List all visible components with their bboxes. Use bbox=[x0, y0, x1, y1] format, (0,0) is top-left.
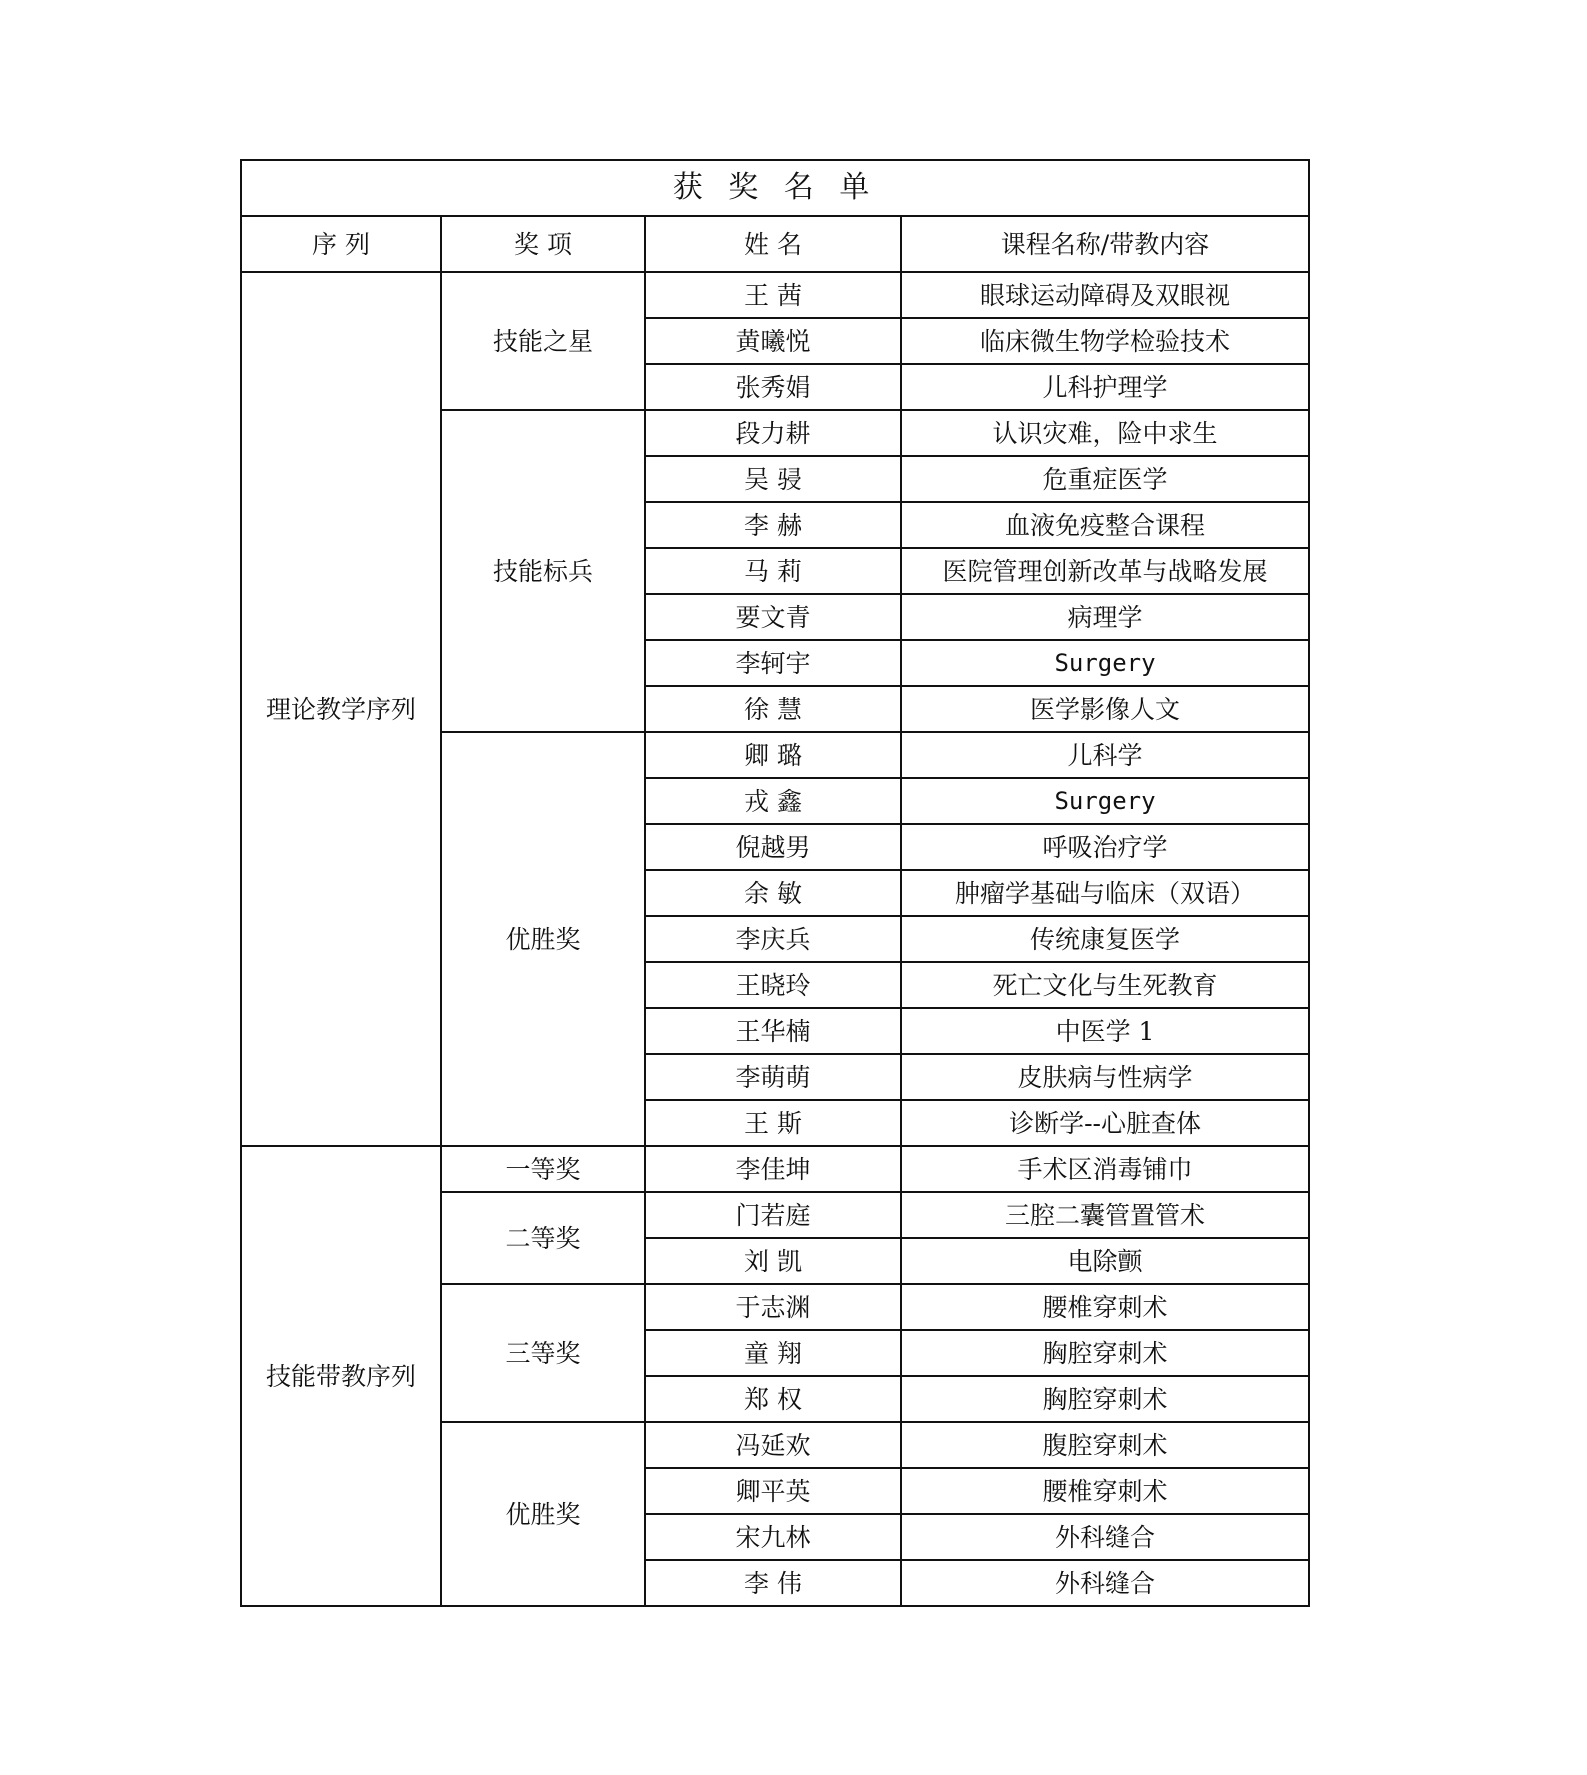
winner-name-cell: 戎 鑫 bbox=[645, 778, 901, 824]
course-cell: 腹腔穿刺术 bbox=[901, 1422, 1309, 1468]
course-cell: 呼吸治疗学 bbox=[901, 824, 1309, 870]
course-cell: 腰椎穿刺术 bbox=[901, 1284, 1309, 1330]
award-cell: 二等奖 bbox=[441, 1192, 645, 1284]
header-name: 姓 名 bbox=[645, 216, 901, 272]
course-cell: Surgery bbox=[901, 640, 1309, 686]
winner-name-cell: 李 伟 bbox=[645, 1560, 901, 1606]
course-cell: 医学影像人文 bbox=[901, 686, 1309, 732]
table-row bbox=[241, 272, 1309, 318]
course-cell: 医院管理创新改革与战略发展 bbox=[901, 548, 1309, 594]
winner-name-cell: 张秀娟 bbox=[645, 364, 901, 410]
award-cell: 技能标兵 bbox=[441, 410, 645, 732]
winner-name-cell: 冯延欢 bbox=[645, 1422, 901, 1468]
table-title: 获 奖 名 单 bbox=[241, 160, 1309, 216]
course-cell: 传统康复医学 bbox=[901, 916, 1309, 962]
winner-name-cell: 吴 骎 bbox=[645, 456, 901, 502]
winner-name-cell: 卿平英 bbox=[645, 1468, 901, 1514]
winner-name-cell: 门若庭 bbox=[645, 1192, 901, 1238]
winner-name-cell: 王华楠 bbox=[645, 1008, 901, 1054]
award-cell: 优胜奖 bbox=[441, 1422, 645, 1606]
course-cell: 危重症医学 bbox=[901, 456, 1309, 502]
winner-name-cell: 王 斯 bbox=[645, 1100, 901, 1146]
title-row bbox=[241, 160, 1309, 216]
course-cell: Surgery bbox=[901, 778, 1309, 824]
award-list-table bbox=[240, 159, 1310, 1607]
winner-name-cell: 李 赫 bbox=[645, 502, 901, 548]
course-cell: 病理学 bbox=[901, 594, 1309, 640]
winner-name-cell: 郑 权 bbox=[645, 1376, 901, 1422]
header-award: 奖 项 bbox=[441, 216, 645, 272]
sequence-cell: 技能带教序列 bbox=[241, 1146, 441, 1606]
winner-name-cell: 李佳坤 bbox=[645, 1146, 901, 1192]
winner-name-cell: 李轲宇 bbox=[645, 640, 901, 686]
course-cell: 胸腔穿刺术 bbox=[901, 1376, 1309, 1422]
course-cell: 皮肤病与性病学 bbox=[901, 1054, 1309, 1100]
header-sequence: 序 列 bbox=[241, 216, 441, 272]
winner-name-cell: 李庆兵 bbox=[645, 916, 901, 962]
winner-name-cell: 马 莉 bbox=[645, 548, 901, 594]
course-cell: 手术区消毒铺巾 bbox=[901, 1146, 1309, 1192]
award-table-body bbox=[241, 160, 1309, 1606]
winner-name-cell: 刘 凯 bbox=[645, 1238, 901, 1284]
award-cell: 技能之星 bbox=[441, 272, 645, 410]
winner-name-cell: 徐 慧 bbox=[645, 686, 901, 732]
course-cell: 三腔二囊管置管术 bbox=[901, 1192, 1309, 1238]
course-cell: 电除颤 bbox=[901, 1238, 1309, 1284]
winner-name-cell: 段力耕 bbox=[645, 410, 901, 456]
winner-name-cell: 于志渊 bbox=[645, 1284, 901, 1330]
course-cell: 儿科学 bbox=[901, 732, 1309, 778]
winner-name-cell: 童 翔 bbox=[645, 1330, 901, 1376]
table-row bbox=[241, 1146, 1309, 1192]
header-row bbox=[241, 216, 1309, 272]
award-cell: 一等奖 bbox=[441, 1146, 645, 1192]
course-cell: 中医学 1 bbox=[901, 1008, 1309, 1054]
course-cell: 肿瘤学基础与临床（双语） bbox=[901, 870, 1309, 916]
winner-name-cell: 卿 璐 bbox=[645, 732, 901, 778]
winner-name-cell: 余 敏 bbox=[645, 870, 901, 916]
course-cell: 诊断学--心脏查体 bbox=[901, 1100, 1309, 1146]
course-cell: 血液免疫整合课程 bbox=[901, 502, 1309, 548]
course-cell: 认识灾难，险中求生 bbox=[901, 410, 1309, 456]
course-cell: 死亡文化与生死教育 bbox=[901, 962, 1309, 1008]
award-cell: 优胜奖 bbox=[441, 732, 645, 1146]
winner-name-cell: 王晓玲 bbox=[645, 962, 901, 1008]
course-cell: 儿科护理学 bbox=[901, 364, 1309, 410]
course-cell: 外科缝合 bbox=[901, 1514, 1309, 1560]
course-cell: 胸腔穿刺术 bbox=[901, 1330, 1309, 1376]
award-cell: 三等奖 bbox=[441, 1284, 645, 1422]
course-cell: 眼球运动障碍及双眼视 bbox=[901, 272, 1309, 318]
course-cell: 外科缝合 bbox=[901, 1560, 1309, 1606]
winner-name-cell: 宋九林 bbox=[645, 1514, 901, 1560]
course-cell: 腰椎穿刺术 bbox=[901, 1468, 1309, 1514]
header-course: 课程名称/带教内容 bbox=[901, 216, 1309, 272]
sequence-cell: 理论教学序列 bbox=[241, 272, 441, 1146]
winner-name-cell: 要文青 bbox=[645, 594, 901, 640]
winner-name-cell: 倪越男 bbox=[645, 824, 901, 870]
winner-name-cell: 王 茜 bbox=[645, 272, 901, 318]
course-cell: 临床微生物学检验技术 bbox=[901, 318, 1309, 364]
winner-name-cell: 李萌萌 bbox=[645, 1054, 901, 1100]
winner-name-cell: 黄曦悦 bbox=[645, 318, 901, 364]
